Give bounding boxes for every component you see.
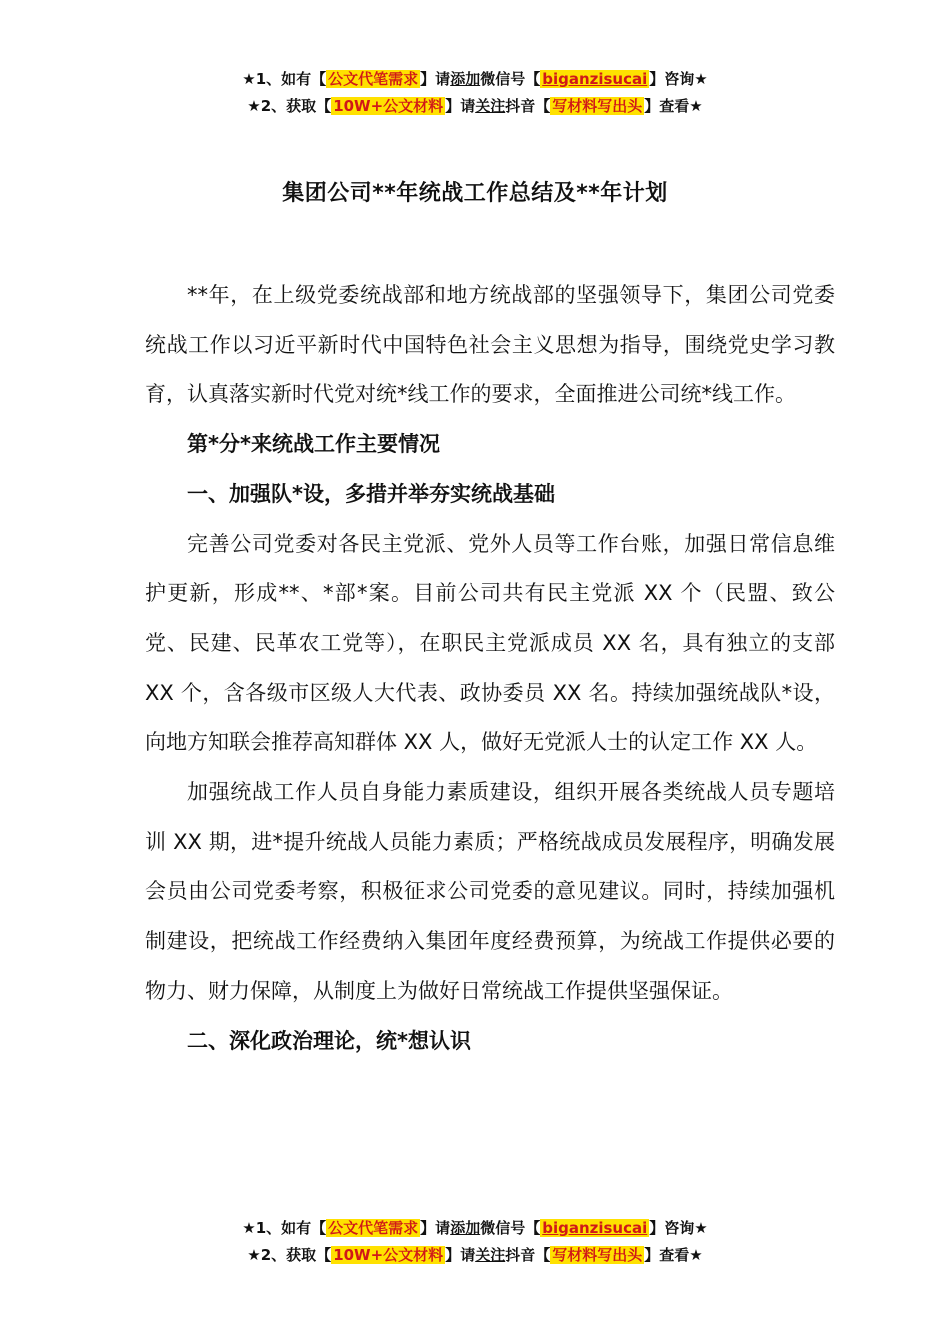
promo-line-1: ★1、如有【 公文代笔需求 】请添加微信号【 biganzisucai 】咨询★ — [242, 1219, 708, 1237]
body-paragraph-1: 完善公司党委对各民主党派、党外人员等工作台账，加强日常信息维护更新，形成**、*部*案。目前公司共有民主党派 XX 个（民盟、致公党、民建、民革农工党等），在职民主党派成员 XX 名，具有独立的支部 XX 个，含各级市区级人大代表、政协委员 XX 名。持续加强统战队*设，向地方知联会推荐高知群体 XX 人，做好无党派人士的认定工作 XX 人。 — [145, 531, 835, 755]
douyin-account: 写材料写出头 — [552, 1246, 643, 1264]
promo-line-2: ★2、获取【 10W+公文材料 】请关注抖音【 写材料写出头 】查看★ — [247, 97, 703, 115]
emphasis-follow: 关注 — [475, 97, 506, 115]
emphasis-follow: 关注 — [475, 1246, 506, 1264]
highlight-service: 公文代笔需求 — [328, 1219, 419, 1237]
promo-banner-top — [0, 66, 950, 120]
intro-paragraph: **年，在上级党委统战部和地方统战部的坚强领导下，集团公司党委统战工作以习近平新时代中国特色社会主义思想为指导，围绕党史学习教育，认真落实新时代党对统*线工作的要求，全面推进公司统*线工作。 — [145, 283, 835, 407]
emphasis-add: 添加 — [450, 1219, 481, 1237]
subsection-heading-2: 二、深化政治理论，统*想认识 — [187, 1028, 471, 1053]
wechat-id: biganzisucai — [542, 70, 648, 88]
douyin-account: 写材料写出头 — [552, 97, 643, 115]
document-title: 集团公司**年统战工作总结及**年计划 — [282, 181, 668, 206]
promo-line-2: ★2、获取【 10W+公文材料 】请关注抖音【 写材料写出头 】查看★ — [247, 1246, 703, 1264]
document-body — [145, 271, 835, 1066]
subsection-heading-1: 一、加强队*设，多措并举夯实统战基础 — [187, 481, 555, 506]
highlight-materials: 10W+公文材料 — [333, 1246, 444, 1264]
emphasis-add: 添加 — [450, 70, 481, 88]
body-paragraph-2: 加强统战工作人员自身能力素质建设，组织开展各类统战人员专题培训 XX 期，进*提升统战人员能力素质；严格统战成员发展程序，明确发展会员由公司党委考察，积极征求公司党委的意见建议。同时，持续加强机制建设，把统战工作经费纳入集团年度经费预算，为统战工作提供必要的物力、财力保障，从制度上为做好日常统战工作提供坚强保证。 — [145, 780, 835, 1003]
highlight-materials: 10W+公文材料 — [333, 97, 444, 115]
highlight-service: 公文代笔需求 — [328, 70, 419, 88]
promo-line-1: ★1、如有【 公文代笔需求 】请添加微信号【 biganzisucai 】咨询★ — [242, 70, 708, 88]
section-heading: 第*分*来统战工作主要情况 — [187, 432, 440, 457]
wechat-id: biganzisucai — [542, 1219, 648, 1237]
promo-banner-bottom — [0, 1215, 950, 1269]
